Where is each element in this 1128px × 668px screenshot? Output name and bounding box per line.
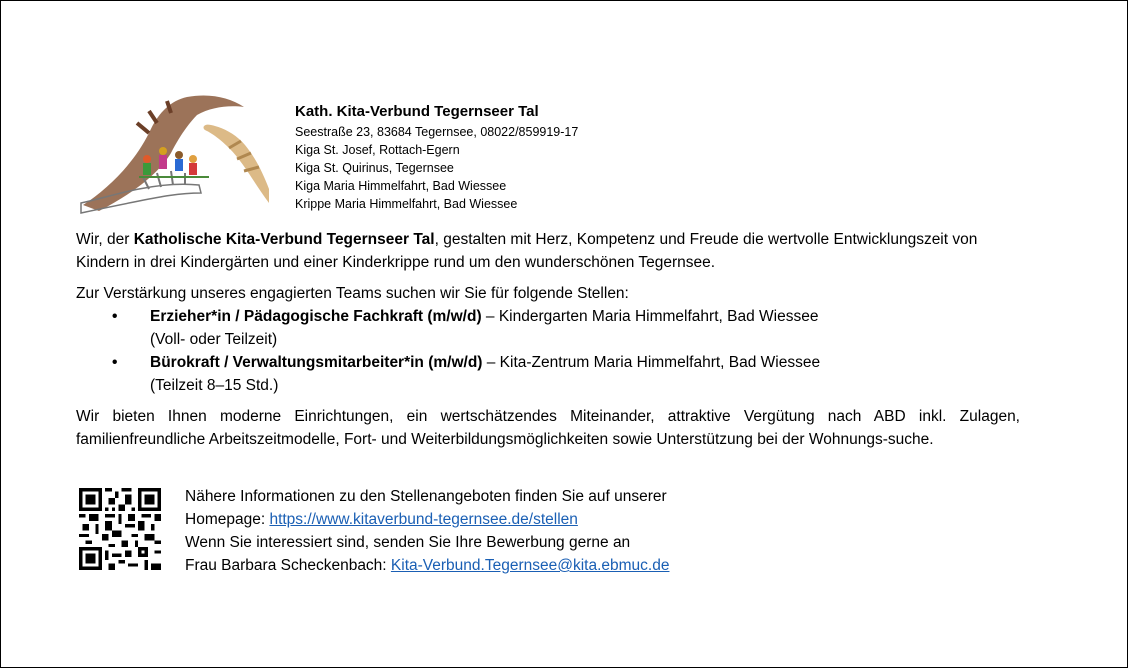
intro-paragraph: Wir, der Katholische Kita-Verbund Tegernseer Tal, gestalten mit Herz, Kompetenz und Freude die wertvolle Entwicklungszeit von Kindern in drei Kindergärten und einer Kinderkrippe rund um den wunderschönen Tegernsee. (76, 231, 978, 271)
job-detail: (Voll- oder Teilzeit) (150, 331, 278, 348)
email-link[interactable]: Kita-Verbund.Tegernsee@kita.ebmuc.de (390, 557, 670, 574)
location-item: Kiga St. Quirinus, Tegernsee (295, 161, 454, 175)
job-detail: (Teilzeit 8–15 Std.) (150, 377, 279, 394)
job-list (76, 305, 1020, 397)
contact-info-line: Nähere Informationen zu den Stellenangeboten finden Sie auf unserer (185, 488, 667, 505)
contact-person-label: Frau Barbara Scheckenbach: (185, 557, 391, 574)
qr-code-image[interactable] (79, 488, 161, 570)
job-list-item (76, 305, 1020, 351)
job-title: Erzieher*in / Pädagogische Fachkraft (m/w/d) (150, 308, 482, 325)
bullet-icon: • (112, 308, 118, 325)
application-info-line: Wenn Sie interessiert sind, senden Sie Ihre Bewerbung gerne an (185, 534, 631, 551)
hands-logo-image (79, 93, 271, 217)
organization-header (295, 101, 578, 213)
location-item: Kiga St. Josef, Rottach-Egern (295, 143, 460, 157)
organization-name: Kath. Kita-Verbund Tegernseer Tal (295, 103, 539, 120)
posting-body (76, 228, 1020, 459)
location-item: Kiga Maria Himmelfahrt, Bad Wiessee (295, 179, 507, 193)
organization-address: Seestraße 23, 83684 Tegernsee, 08022/859919-17 (295, 125, 579, 139)
homepage-line (185, 508, 669, 531)
job-title: Bürokraft / Verwaltungsmitarbeiter*in (m/w/d) (150, 354, 483, 371)
location-item: Krippe Maria Himmelfahrt, Bad Wiessee (295, 197, 518, 211)
job-list-item (76, 351, 1020, 397)
jobs-intro: Zur Verstärkung unseres engagierten Teams suchen wir Sie für folgende Stellen: (76, 285, 629, 302)
intro-org-name: Katholische Kita-Verbund Tegernseer Tal (133, 231, 435, 248)
bullet-icon: • (112, 354, 118, 371)
job-location: – Kindergarten Maria Himmelfahrt, Bad Wiessee (481, 308, 819, 325)
homepage-link[interactable]: https://www.kitaverbund-tegernsee.de/stellen (269, 511, 578, 528)
job-location: – Kita-Zentrum Maria Himmelfahrt, Bad Wiessee (482, 354, 821, 371)
benefits-paragraph: Wir bieten Ihnen moderne Einrichtungen, ein wertschätzendes Miteinander, attraktive Vergütung nach ABD inkl. Zulagen, familienfreundliche Arbeitszeitmodelle, Fort- und Weiterbildungsmöglichkeiten sowie Unterstützung bei der Wohnungs-suche. (76, 408, 1020, 448)
contact-person-line (185, 554, 669, 577)
homepage-label: Homepage: (185, 511, 270, 528)
contact-block (185, 485, 669, 577)
